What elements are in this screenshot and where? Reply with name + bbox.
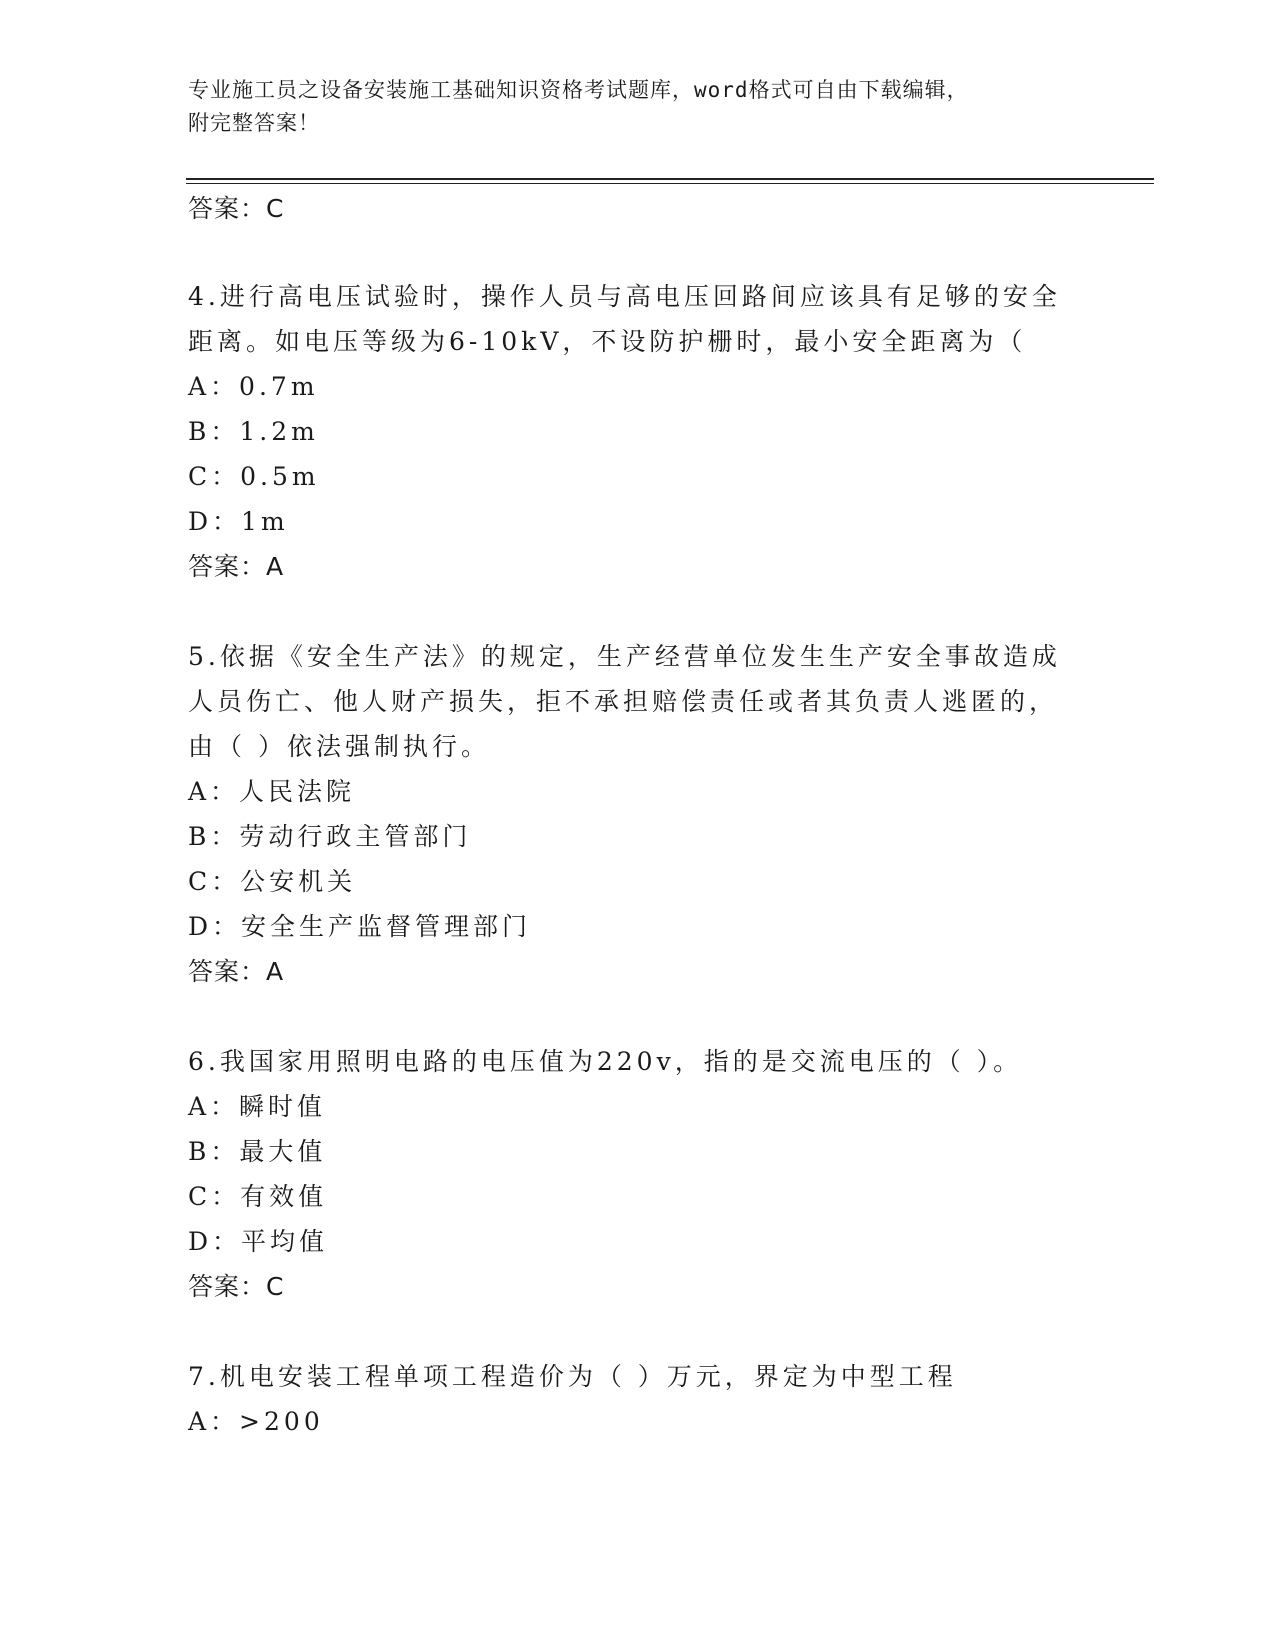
question-6-option-a: A：瞬时值 (188, 1092, 327, 1121)
question-6-option-b: B：最大值 (188, 1137, 327, 1166)
question-6-stem-line-1: 6.我国家用照明电路的电压值为220v，指的是交流电压的（ ）。 (188, 1047, 1023, 1076)
header-divider-thick (186, 178, 1154, 180)
question-5-option-d: D：安全生产监督管理部门 (188, 912, 532, 941)
question-5-stem-line-3: 由（ ）依法强制执行。 (188, 732, 490, 761)
question-5-option-b: B：劳动行政主管部门 (188, 822, 472, 851)
question-4-stem-line-2: 距离。如电压等级为6-10kV，不设防护栅时，最小安全距离为（ (188, 327, 1027, 356)
question-6-option-c: C：有效值 (188, 1182, 328, 1211)
question-4-option-d: D：1m (188, 507, 289, 536)
header-divider-thin (186, 183, 1154, 184)
question-7-stem-line-1: 7.机电安装工程单项工程造价为（ ）万元，界定为中型工程 (188, 1362, 957, 1391)
question-4-option-a: A：0.7m (188, 372, 319, 401)
question-4-option-c: C：0.5m (188, 462, 320, 491)
question-5-option-c: C：公安机关 (188, 867, 357, 896)
header-line-1: 专业施工员之设备安装施工基础知识资格考试题库，word格式可自由下载编辑， (188, 78, 969, 102)
answer-line: 答案：C (188, 194, 285, 223)
question-6-answer: 答案：C (188, 1272, 285, 1301)
document-header (188, 74, 1068, 140)
question-5-stem-line-1: 5.依据《安全生产法》的规定，生产经营单位发生生产安全事故造成 (188, 642, 1061, 671)
header-line-2: 附完整答案！ (188, 111, 320, 135)
question-5-option-a: A：人民法院 (188, 777, 356, 806)
question-6-option-d: D：平均值 (188, 1227, 329, 1256)
question-5-stem-line-2: 人员伤亡、他人财产损失，拒不承担赔偿责任或者其负责人逃匿的， (188, 687, 1059, 716)
question-4-option-b: B：1.2m (188, 417, 319, 446)
question-4-answer: 答案：A (188, 552, 285, 581)
question-5-answer: 答案：A (188, 957, 285, 986)
question-7-option-a: A：>200 (188, 1407, 324, 1436)
question-4-stem-line-1: 4.进行高电压试验时，操作人员与高电压回路间应该具有足够的安全 (188, 282, 1061, 311)
